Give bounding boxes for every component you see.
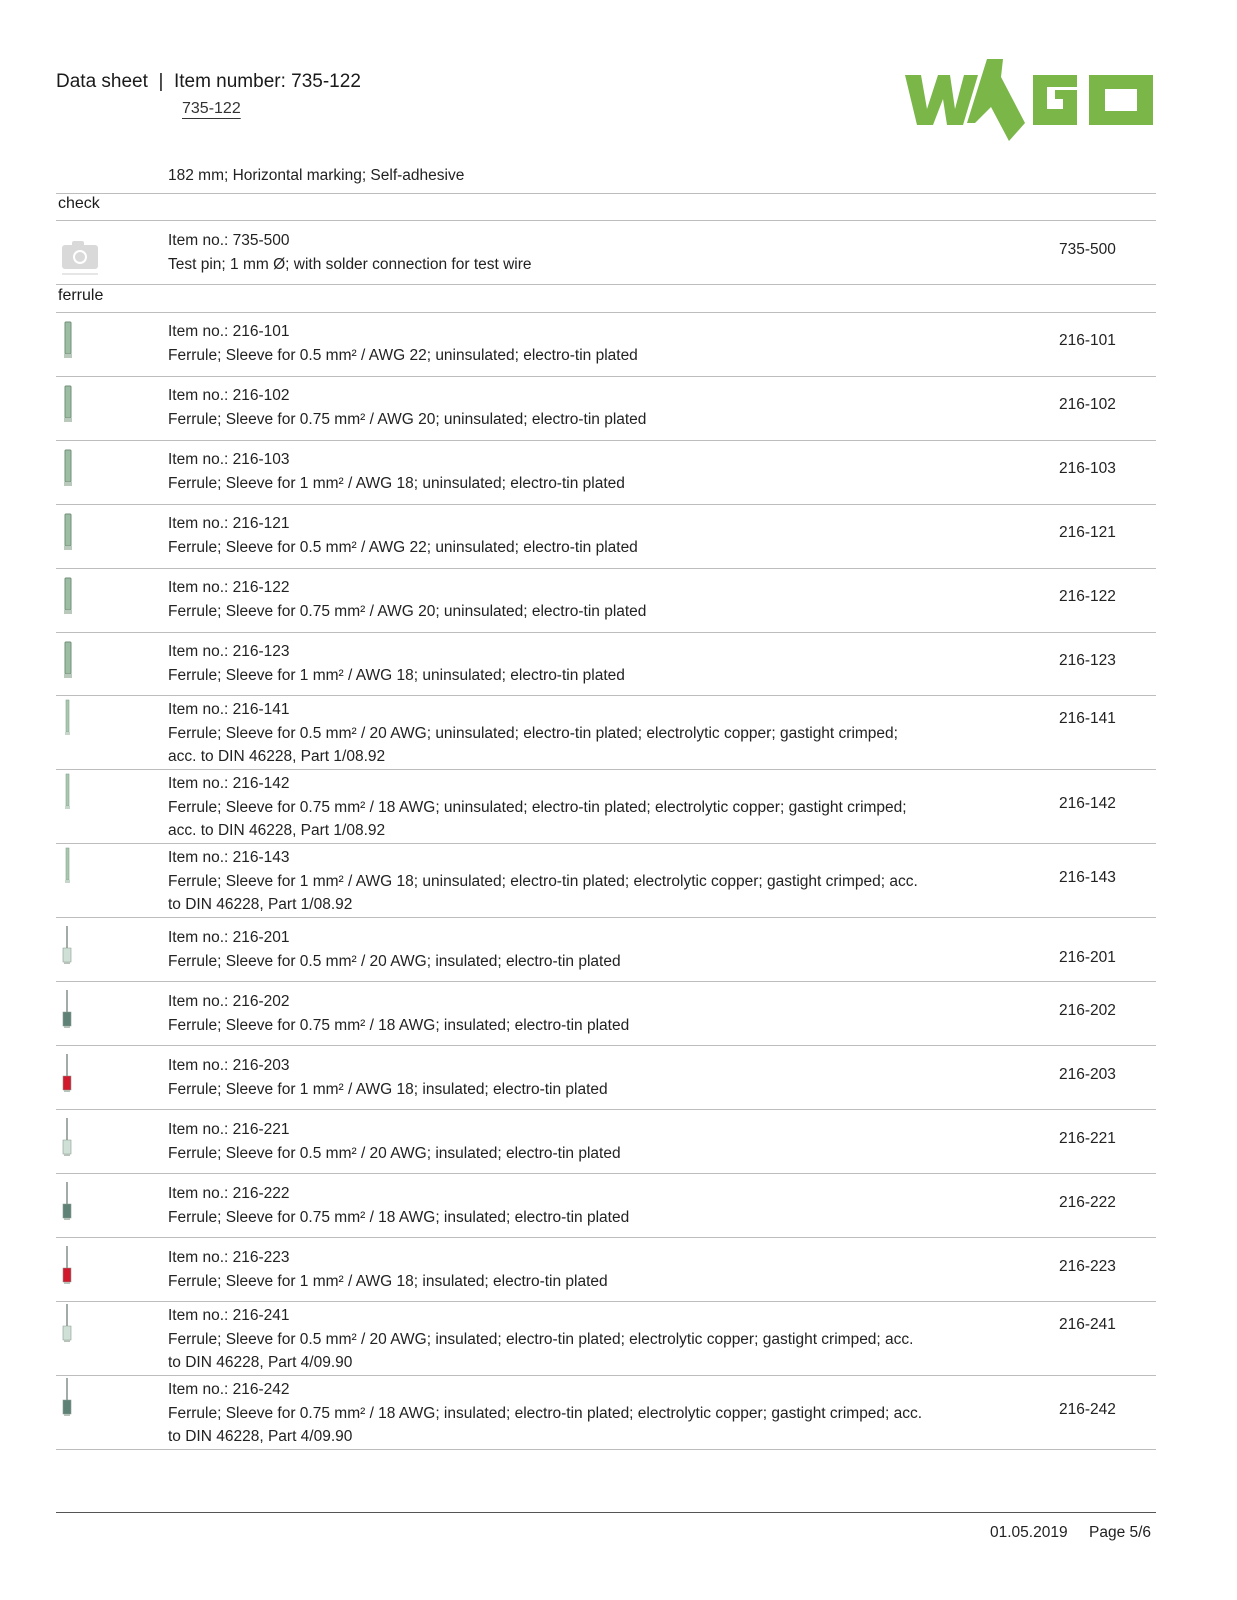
divider-line bbox=[56, 1375, 1156, 1376]
list-item[interactable] bbox=[56, 576, 1156, 632]
list-item[interactable] bbox=[56, 229, 1156, 285]
footer-divider bbox=[56, 1512, 1156, 1513]
list-item[interactable] bbox=[56, 1378, 1156, 1448]
page-title: Data sheet | Item number: 735-122 bbox=[56, 71, 361, 92]
item-text bbox=[168, 229, 928, 276]
item-number: 216-102 bbox=[1059, 396, 1116, 413]
ferrule-insulated-gray-icon bbox=[56, 1376, 100, 1422]
item-description: Ferrule; Sleeve for 0.5 mm² / 20 AWG; uninsulated; electro-tin plated; electrolytic copper; gastight crimped; acc. to DIN 46228, Part 1/08.92 bbox=[168, 724, 898, 765]
item-text bbox=[168, 1054, 928, 1101]
item-description: Ferrule; Sleeve for 0.5 mm² / AWG 22; uninsulated; electro-tin plated bbox=[168, 346, 638, 364]
wago-logo bbox=[905, 57, 1155, 141]
item-title: Item no.: 216-242 bbox=[168, 1381, 290, 1398]
list-item[interactable] bbox=[56, 1182, 1156, 1238]
item-description: Ferrule; Sleeve for 0.5 mm² / AWG 22; uninsulated; electro-tin plated bbox=[168, 538, 638, 556]
item-number: 216-122 bbox=[1059, 588, 1116, 605]
item-number: 735-500 bbox=[1059, 241, 1116, 258]
logo-text: WAGO bbox=[905, 57, 909, 58]
list-item[interactable] bbox=[56, 926, 1156, 996]
item-description: Test pin; 1 mm Ø; with solder connection for test wire bbox=[168, 255, 532, 273]
ferrule-insulated-white-icon bbox=[56, 924, 100, 970]
item-title: Item no.: 216-121 bbox=[168, 515, 290, 532]
item-title: Item no.: 216-241 bbox=[168, 1307, 290, 1324]
item-text bbox=[168, 846, 928, 917]
ferrule-uninsulated-icon bbox=[56, 510, 100, 556]
list-item[interactable] bbox=[56, 640, 1156, 696]
list-item[interactable] bbox=[56, 384, 1156, 440]
item-number: 216-141 bbox=[1059, 710, 1116, 727]
divider-line bbox=[56, 504, 1156, 505]
item-description: Ferrule; Sleeve for 0.5 mm² / 20 AWG; insulated; electro-tin plated; electrolytic copper; gastight crimped; acc. to DIN 46228, Part 4/09.90 bbox=[168, 1330, 914, 1371]
divider-line bbox=[56, 312, 1156, 313]
item-number: 216-121 bbox=[1059, 524, 1116, 541]
item-text bbox=[168, 448, 928, 495]
item-number: 216-143 bbox=[1059, 869, 1116, 886]
divider-line bbox=[56, 632, 1156, 633]
footer-date: 01.05.2019 bbox=[990, 1524, 1068, 1541]
ferrule-insulated-white-icon bbox=[56, 1302, 100, 1348]
item-title: Item no.: 216-142 bbox=[168, 775, 290, 792]
item-title: Item no.: 216-203 bbox=[168, 1057, 290, 1074]
category-label: check bbox=[58, 195, 100, 212]
camera-placeholder-icon bbox=[58, 235, 102, 281]
item-description: Ferrule; Sleeve for 0.5 mm² / 20 AWG; insulated; electro-tin plated bbox=[168, 952, 621, 970]
list-item[interactable] bbox=[56, 320, 1156, 376]
item-title: Item no.: 216-223 bbox=[168, 1249, 290, 1266]
item-description: Ferrule; Sleeve for 1 mm² / AWG 18; insulated; electro-tin plated bbox=[168, 1080, 608, 1098]
item-title: Item no.: 216-221 bbox=[168, 1121, 290, 1138]
item-title: Item no.: 216-201 bbox=[168, 929, 290, 946]
item-text bbox=[168, 1378, 928, 1449]
divider-line bbox=[56, 917, 1156, 918]
item-number: 216-202 bbox=[1059, 1002, 1116, 1019]
ferrule-insulated-gray-icon bbox=[56, 1180, 100, 1226]
item-description: Ferrule; Sleeve for 1 mm² / AWG 18; insulated; electro-tin plated bbox=[168, 1272, 608, 1290]
ferrule-insulated-red-icon bbox=[56, 1244, 100, 1290]
divider-line bbox=[56, 769, 1156, 770]
item-number: 216-242 bbox=[1059, 1401, 1116, 1418]
item-number-link[interactable]: 735-122 bbox=[182, 100, 241, 117]
list-item[interactable] bbox=[56, 990, 1156, 1046]
item-title: Item no.: 216-222 bbox=[168, 1185, 290, 1202]
ferrule-insulated-white-icon bbox=[56, 1116, 100, 1162]
ferrule-thin-icon bbox=[56, 770, 100, 816]
item-title: Item no.: 216-101 bbox=[168, 323, 290, 340]
item-title: Item no.: 735-500 bbox=[168, 232, 290, 249]
item-number: 216-203 bbox=[1059, 1066, 1116, 1083]
category-label: ferrule bbox=[58, 287, 104, 304]
item-title: Item no.: 216-123 bbox=[168, 643, 290, 660]
list-item[interactable] bbox=[56, 772, 1156, 842]
item-number: 216-241 bbox=[1059, 1316, 1116, 1333]
ferrule-thin-icon bbox=[56, 696, 100, 742]
item-description: Ferrule; Sleeve for 0.75 mm² / 18 AWG; insulated; electro-tin plated bbox=[168, 1016, 630, 1034]
list-item[interactable] bbox=[56, 512, 1156, 568]
item-text bbox=[168, 384, 928, 431]
item-text bbox=[168, 990, 928, 1037]
item-title: Item no.: 216-103 bbox=[168, 451, 290, 468]
item-number: 216-201 bbox=[1059, 949, 1116, 966]
ferrule-uninsulated-icon bbox=[56, 446, 100, 492]
item-title: Item no.: 216-141 bbox=[168, 701, 290, 718]
item-text bbox=[168, 698, 928, 769]
list-item[interactable] bbox=[56, 1246, 1156, 1302]
item-number: 216-103 bbox=[1059, 460, 1116, 477]
item-text bbox=[168, 512, 928, 559]
list-item[interactable] bbox=[56, 846, 1156, 916]
item-text bbox=[168, 576, 928, 623]
list-item[interactable] bbox=[56, 1118, 1156, 1174]
item-text bbox=[168, 320, 928, 367]
item-number: 216-123 bbox=[1059, 652, 1116, 669]
ferrule-uninsulated-icon bbox=[56, 574, 100, 620]
item-text bbox=[168, 926, 928, 973]
item-description: Ferrule; Sleeve for 0.5 mm² / 20 AWG; insulated; electro-tin plated bbox=[168, 1144, 621, 1162]
item-text bbox=[168, 1304, 928, 1375]
item-title: Item no.: 216-122 bbox=[168, 579, 290, 596]
divider-line bbox=[56, 1449, 1156, 1450]
item-title: Item no.: 216-102 bbox=[168, 387, 290, 404]
item-description: Ferrule; Sleeve for 0.75 mm² / AWG 20; uninsulated; electro-tin plated bbox=[168, 410, 647, 428]
ferrule-thin-icon bbox=[56, 844, 100, 890]
item-number: 216-101 bbox=[1059, 332, 1116, 349]
item-description: Ferrule; Sleeve for 1 mm² / AWG 18; uninsulated; electro-tin plated; electrolytic copper; gastight crimped; acc. to DIN 46228, Part 1/08.92 bbox=[168, 872, 918, 913]
divider-line bbox=[56, 843, 1156, 844]
item-description: Ferrule; Sleeve for 0.75 mm² / 18 AWG; uninsulated; electro-tin plated; electrolytic copper; gastight crimped; acc. to DIN 46228, Part 1/08.92 bbox=[168, 798, 907, 839]
item-number: 216-221 bbox=[1059, 1130, 1116, 1147]
list-item[interactable] bbox=[56, 448, 1156, 504]
item-number: 216-222 bbox=[1059, 1194, 1116, 1211]
footer-page-number: Page 5/6 bbox=[1089, 1524, 1152, 1541]
list-item[interactable] bbox=[56, 1304, 1156, 1371]
divider-line bbox=[56, 568, 1156, 569]
list-item[interactable] bbox=[56, 1054, 1156, 1110]
item-title: Item no.: 216-143 bbox=[168, 849, 290, 866]
ferrule-insulated-gray-icon bbox=[56, 988, 100, 1034]
ferrule-insulated-red-icon bbox=[56, 1052, 100, 1098]
list-item[interactable] bbox=[56, 698, 1156, 765]
item-description: Ferrule; Sleeve for 1 mm² / AWG 18; uninsulated; electro-tin plated bbox=[168, 474, 625, 492]
item-description: Ferrule; Sleeve for 0.75 mm² / 18 AWG; insulated; electro-tin plated; electrolytic copper; gastight crimped; acc. to DIN 46228, Part 4/09.90 bbox=[168, 1404, 923, 1445]
divider-line bbox=[56, 440, 1156, 441]
ferrule-uninsulated-icon bbox=[56, 318, 100, 364]
ferrule-uninsulated-icon bbox=[56, 382, 100, 428]
item-text bbox=[168, 772, 928, 843]
item-text bbox=[168, 640, 928, 687]
item-text bbox=[168, 1246, 928, 1293]
item-description: Ferrule; Sleeve for 0.75 mm² / 18 AWG; insulated; electro-tin plated bbox=[168, 1208, 630, 1226]
divider-line bbox=[56, 376, 1156, 377]
top-note: 182 mm; Horizontal marking; Self-adhesive bbox=[168, 167, 465, 184]
item-title: Item no.: 216-202 bbox=[168, 993, 290, 1010]
item-number: 216-142 bbox=[1059, 795, 1116, 812]
ferrule-uninsulated-icon bbox=[56, 638, 100, 684]
divider-line bbox=[56, 220, 1156, 221]
item-text bbox=[168, 1118, 928, 1165]
item-number: 216-223 bbox=[1059, 1258, 1116, 1275]
item-text bbox=[168, 1182, 928, 1229]
item-description: Ferrule; Sleeve for 1 mm² / AWG 18; uninsulated; electro-tin plated bbox=[168, 666, 625, 684]
item-description: Ferrule; Sleeve for 0.75 mm² / AWG 20; uninsulated; electro-tin plated bbox=[168, 602, 647, 620]
divider-line bbox=[56, 193, 1156, 194]
